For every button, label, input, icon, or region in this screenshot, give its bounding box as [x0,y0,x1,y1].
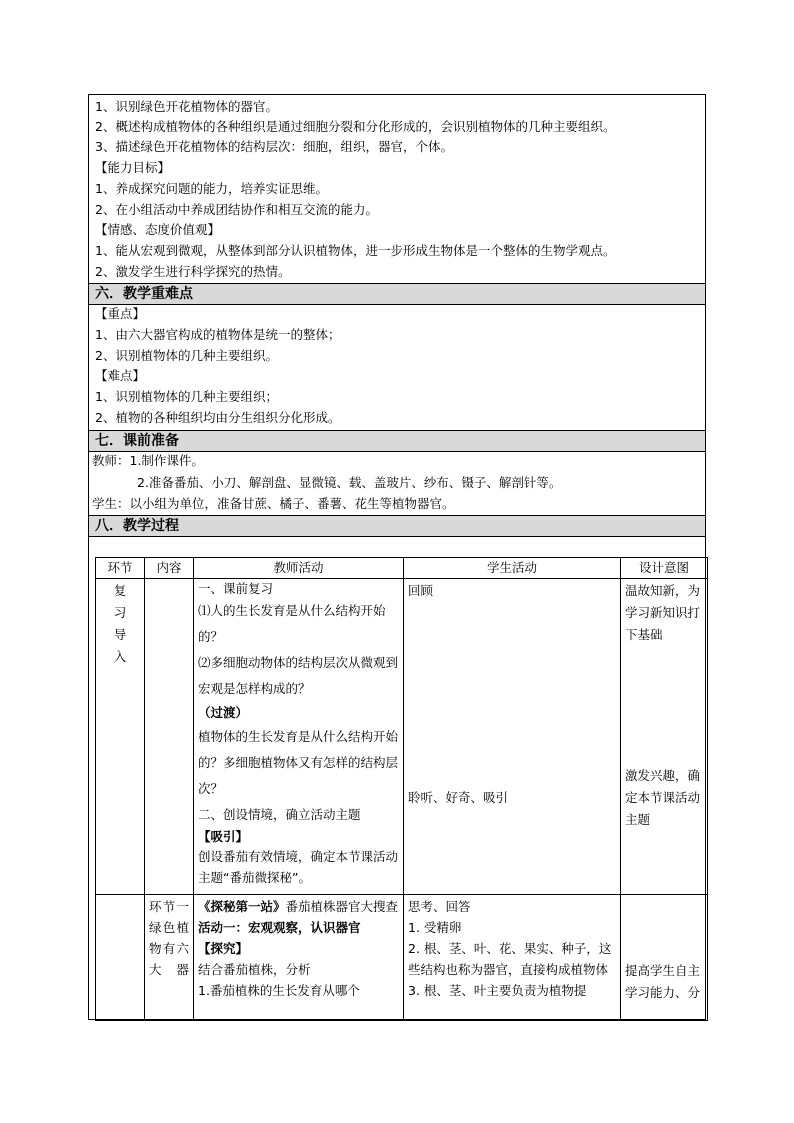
subheading: 【能力目标】 [95,160,171,175]
text-line: 2、激发学生进行科学探究的热情。 [95,264,291,279]
subheading: 【情感、态度价值观】 [95,222,221,237]
teacher-text-rest: 番茄植株器官大搜查 [285,899,399,914]
section-header [89,515,705,537]
student-text: 聆听、好奇、吸引 [408,790,509,805]
stage-cell [96,579,145,895]
student-text: 回顾 [408,583,434,598]
student-text: 1. 受精卵 [408,920,462,935]
student-cell [404,579,621,895]
process-table [95,557,708,1021]
teacher-text-bold: 《探秘第一站》 [198,899,286,914]
text-line: 2.准备番茄、小刀、解剖盘、显微镜、载、盖玻片、纱布、镊子、解剖针等。 [137,475,562,490]
text-line: 1、识别植物体的几种主要组织； [95,389,278,404]
content-cell [145,895,194,1021]
subheading: 【重点】 [95,306,146,321]
teacher-text: ⑴人的生长发育是从什么结构开始的？ [198,603,386,644]
section-header [89,283,705,305]
student-cell [404,895,621,1021]
section-title: 六．教学重难点 [95,286,193,302]
student-text: 3. 根、茎、叶主要负责为植物提 [408,983,587,998]
text-line: 1、由六大器官构成的植物体是统一的整体； [95,327,341,342]
stage-label: 复习导入 [113,583,127,664]
teacher-text: 植物体的生长发育是从什么结构开始的？多细胞植物体又有怎样的结构层次？ [198,729,399,796]
column-header: 教师活动 [194,558,404,579]
text-line: 1、识别绿色开花植物体的器官。 [95,99,278,114]
teacher-text: ⑵多细胞动物体的结构层次从微观到宏观是怎样构成的？ [198,655,399,696]
table-row [96,579,708,895]
text-line: 1、能从宏观到微观，从整体到部分认识植物体，进一步形成生物体是一个整体的生物学观点。 [95,243,616,258]
column-header: 学生活动 [404,558,621,579]
column-header: 内容 [145,558,194,579]
text-line: 2、概述构成植物体的各种组织是通过细胞分裂和分化形成的，会识别植物体的几种主要组织。 [95,119,616,134]
text-line: 2、在小组活动中养成团结协作和相互交流的能力。 [95,202,378,217]
teacher-text [198,896,399,917]
teacher-text: 活动一：宏观观察，认识器官 [198,920,361,935]
text-line: 教师：1.制作课件。 [92,453,204,468]
teacher-text: 【吸引】 [198,829,249,844]
section-header [89,430,705,452]
table-row [96,895,708,1021]
text-line: 1、养成探究问题的能力，培养实证思维。 [95,181,328,196]
stage-cell [96,895,145,1021]
text-line: 学生：以小组为单位，准备甘蔗、橘子、番薯、花生等植物器官。 [92,496,455,511]
student-text: 2. 根、茎、叶、花、果实、种子，这些结构也称为器官，直接构成植物体 [408,941,612,977]
teacher-text: （过渡） [198,705,249,720]
teacher-text: 1.番茄植株的生长发育从哪个 [198,983,360,998]
section-title: 八．教学过程 [95,518,179,534]
column-header: 环节 [96,558,145,579]
text-line: 2、识别植物体的几种主要组织。 [95,348,278,363]
teacher-text: 创设番茄有效情境，确定本节课活动主题“番茄微探秘”。 [198,849,399,885]
table-header-row [96,558,708,579]
content-label: 环节一绿色植物有六大器 [149,899,189,977]
teacher-cell [194,579,404,895]
section-title: 七．课前准备 [95,433,179,449]
content-cell [145,579,194,895]
text-line: 2、植物的各种组织均由分生组织分化形成。 [95,410,341,425]
teacher-cell [194,895,404,1021]
subheading: 【难点】 [95,368,146,383]
intent-cell [621,895,708,1021]
teacher-text: 二、创设情境，确立活动主题 [198,807,361,822]
text-line: 3、描述绿色开花植物体的结构层次：细胞，组织，器官，个体。 [95,139,453,154]
intent-text: 温故知新，为学习新知识打下基础 [625,583,701,642]
intent-text: 提高学生自主学习能力、分 [625,963,701,1000]
teacher-text: 一、课前复习 [198,581,274,596]
column-header: 设计意图 [621,558,708,579]
intent-cell [621,579,708,895]
teacher-text: 【探究】 [198,941,249,956]
teacher-text: 结合番茄植株，分析 [198,962,311,977]
student-text: 思考、回答 [408,899,471,914]
intent-text: 激发兴趣，确定本节课活动主题 [625,768,701,827]
